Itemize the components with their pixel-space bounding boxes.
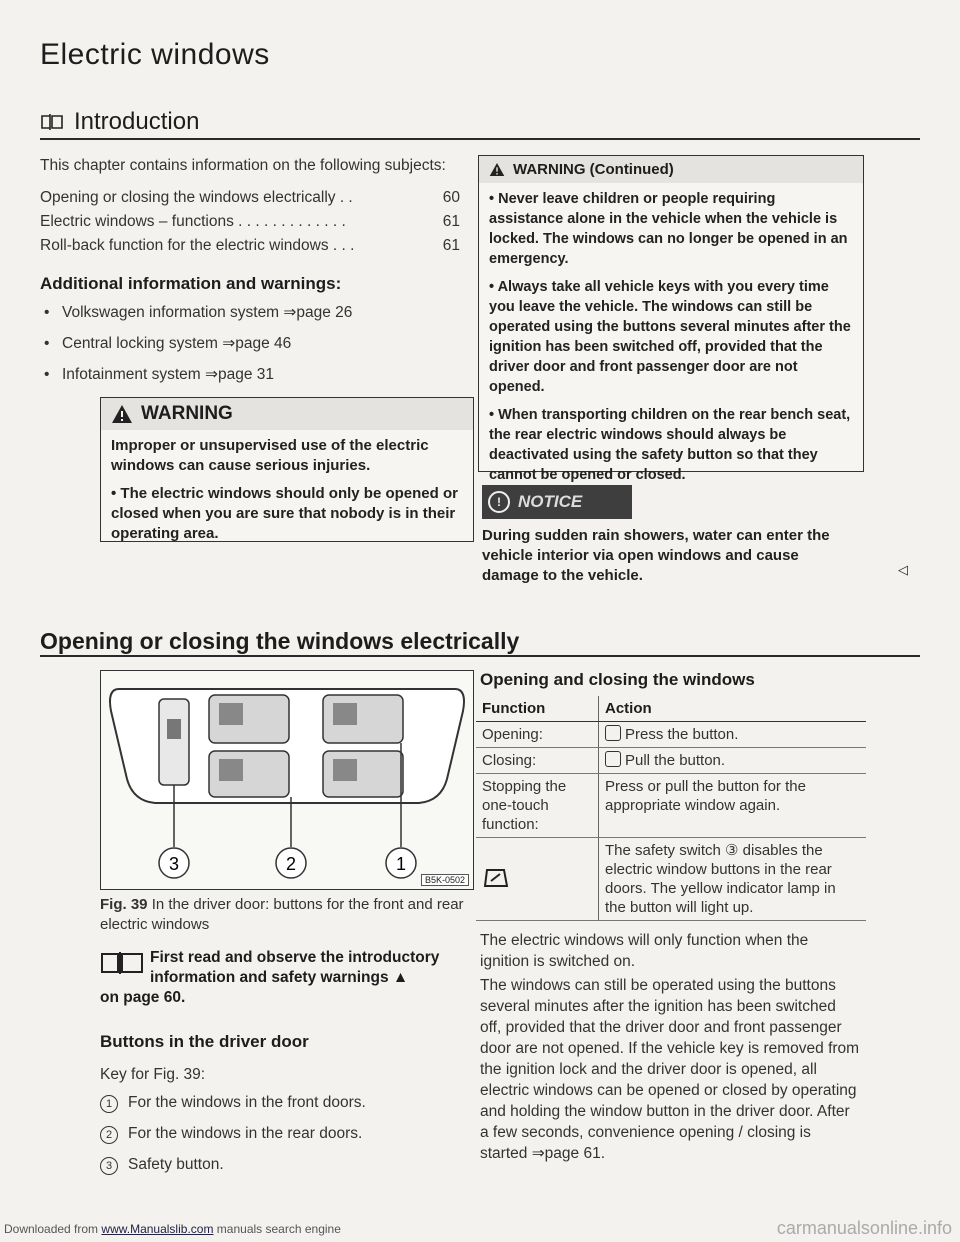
first-read-text: First read and observe the introductory information and safety warnings ▲ [150,949,440,986]
intro-rule [40,138,920,140]
warning-box [100,397,474,542]
first-read-block [100,948,472,1008]
manualslib-link[interactable]: www.Manualslib.com [101,1222,214,1236]
window-button-icon [605,751,621,767]
section-heading: Opening or closing the windows electrically [40,628,520,654]
table-header-row [476,696,866,722]
warning-paragraph: Improper or unsupervised use of the electric windows can cause serious injuries. [111,437,429,474]
end-marker-icon: ◁ [898,562,908,577]
figure-door-buttons [100,670,474,890]
page-title: Electric windows [40,38,270,71]
safety-switch-icon [482,865,510,889]
warning-triangle-icon: ▲ [392,969,409,986]
window-button-icon [605,725,621,741]
section-rule [40,655,920,657]
intro-heading: Introduction [74,108,200,135]
list-item[interactable]: • Volkswagen information system ⇒page 26 [40,302,460,323]
cell-action: Press or pull the button for the appropriate window again. [599,774,867,838]
warning-title: WARNING [141,403,233,424]
figure-caption-text: In the driver door: buttons for the front and rear electric windows [100,896,464,933]
figure-label: Fig. 39 [100,896,148,913]
column-header: Function [476,696,599,722]
table-row [476,774,866,838]
warning-text [101,430,473,558]
notice-text: During sudden rain showers, water can enter the vehicle interior via open windows and cause damage to the vehicle. [482,527,830,584]
list-item: 3 Safety button. [100,1154,470,1176]
warning-paragraph: • When transporting children on the rear bench seat, the rear electric windows should always be deactivated using the safety button so that they cannot be opened or closed. [489,407,851,483]
callout-3: 3 [168,854,180,874]
table-row [476,722,866,748]
key-for: Key for Fig. 39: [100,1066,206,1083]
warning-continued-text [479,183,863,499]
footer [0,1218,960,1242]
warning-triangle-icon [489,162,505,177]
warning-paragraph: • Always take all vehicle keys with you every time you leave the vehicle. The windows can still be operated using the buttons several minutes after the ignition has been switched off, provided that the driver door and front passenger door are not opened. [489,279,851,395]
figure-code: B5K-0502 [421,874,469,886]
additional-heading: Additional information and warnings: [40,274,342,293]
callout-2: 2 [285,854,297,874]
warning-paragraph: • Never leave children or people requiring assistance alone in the vehicle when the vehicle is locked. The windows can no longer be opened in an emergency. [489,191,848,267]
toc-row[interactable]: Opening or closing the windows electrically . . 60 [40,189,460,206]
table-heading: Opening and closing the windows [480,670,755,689]
warning-triangle-icon [111,404,133,424]
warning-continued-box [478,155,864,483]
notice-badge [482,485,632,519]
buttons-heading: Buttons in the driver door [100,1032,309,1051]
column-header: Action [599,696,867,722]
notice-info-icon: ! [488,491,510,513]
book-icon [100,950,144,976]
table-row [476,838,866,921]
toc-row[interactable]: Electric windows – functions . . . . . . . . . . . . . 61 [40,213,460,230]
cell-function: Opening: [476,722,599,748]
warning-paragraph: • The electric windows should only be opened or closed when you are sure that nobody is in their operating area. [111,485,458,542]
notice-title: NOTICE [518,492,583,511]
toc [40,186,460,258]
convenience-paragraph: The windows can still be operated using the buttons several minutes after the ignition has been switched off, provided that the driver door and front passenger door are not opened. If the vehicle key is removed from the ignition lock and the driver door is opened, all electric windows can be opened or closed by operating and holding the window button in the driver door. After a few seconds, convenience opening / closing is started ⇒page 61. [480,977,860,1162]
cell-function: Closing: [476,748,599,774]
cell-action: The safety switch ③ disables the electric window buttons in the rear doors. The yellow indicator lamp in the button will light up. [599,838,867,921]
first-read-page[interactable]: on page 60. [100,989,186,1006]
additional-list [40,302,460,385]
door-panel-illustration [101,671,473,889]
cell-function [476,838,599,921]
figure-caption [100,895,470,935]
toc-row[interactable]: Roll-back function for the electric windows . . . 61 [40,237,460,254]
warning-continued-header [479,156,863,183]
list-item[interactable]: • Central locking system ⇒page 46 [40,333,460,354]
callout-1: 1 [395,854,407,874]
key-list [100,1092,470,1176]
watermark: carmanualsonline.info [776,1218,952,1238]
warning-header [101,398,473,430]
list-item: 2 For the windows in the rear doors. [100,1123,470,1145]
warning-continued-title: WARNING (Continued) [513,161,674,178]
cell-function: Stopping the one-touch function: [476,774,599,838]
function-table [476,696,866,921]
list-item: 1 For the windows in the front doors. [100,1092,470,1114]
cell-action: Press the button. [599,722,867,748]
book-icon [40,112,64,132]
intro-left-column [40,155,460,385]
ignition-paragraph: The electric windows will only function when the ignition is switched on. [480,932,809,970]
cell-action: Pull the button. [599,748,867,774]
intro-lead: This chapter contains information on the following subjects: [40,157,446,174]
footer-source: Downloaded from www.Manualslib.com manuals search engine [4,1222,341,1236]
intro-header [40,108,199,136]
list-item[interactable]: • Infotainment system ⇒page 31 [40,364,460,385]
table-row [476,748,866,774]
